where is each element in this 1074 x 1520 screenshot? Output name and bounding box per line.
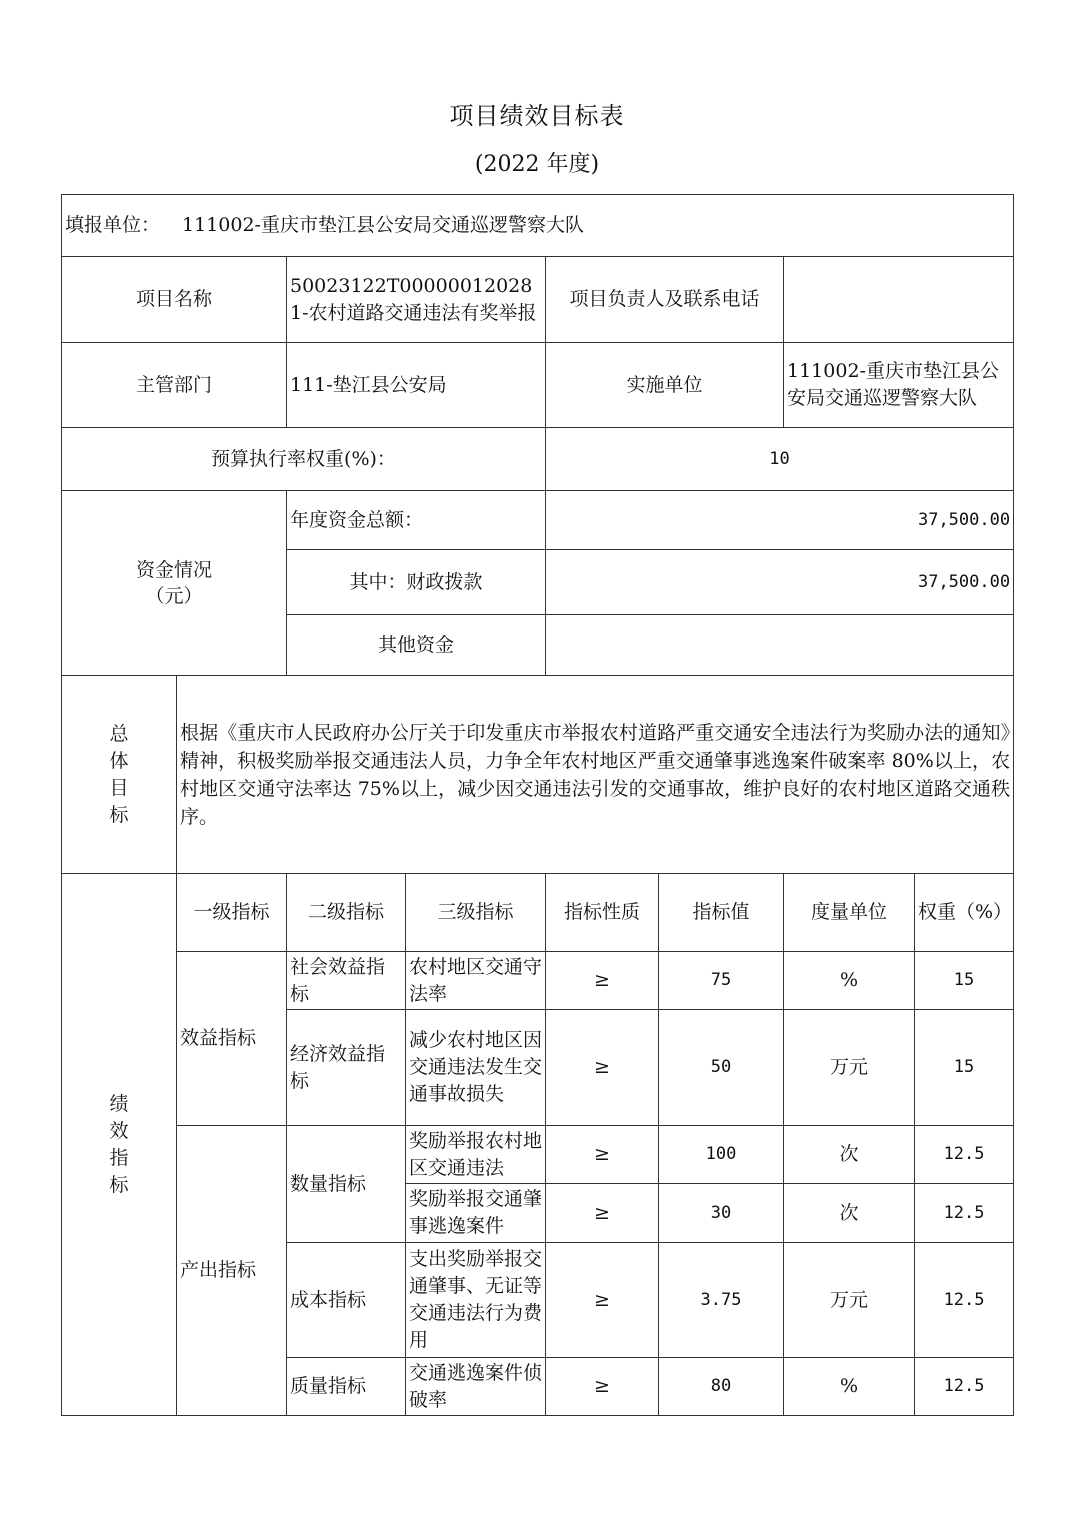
- funds-label-line1: 资金情况: [135, 559, 212, 581]
- budget-value: 10: [546, 428, 1014, 491]
- unit-cell: 次: [784, 1126, 915, 1184]
- indicators-label-char: 绩: [109, 1092, 129, 1115]
- level2-economic: 经济效益指标: [287, 1010, 406, 1126]
- goal-label: [62, 676, 177, 874]
- value-cell: 50: [659, 1010, 784, 1126]
- project-contact-value: [784, 257, 1014, 343]
- project-name-value: 50023122T000000120281-农村道路交通违法有奖举报: [287, 257, 546, 343]
- value-cell: 100: [659, 1126, 784, 1184]
- header-value: 指标值: [659, 874, 784, 952]
- dept-label: 主管部门: [62, 343, 287, 428]
- unit-value: 111002-重庆市垫江县公安局交通巡逻警察大队: [182, 214, 584, 236]
- project-contact-label: 项目负责人及联系电话: [546, 257, 784, 343]
- performance-target-table: [61, 194, 1014, 1416]
- funds-other-label: 其他资金: [287, 615, 546, 676]
- value-cell: 30: [659, 1184, 784, 1243]
- indicator-header-row: [62, 874, 1014, 952]
- level3-cell: 支出奖励举报交通肇事、无证等交通违法行为费用: [406, 1243, 546, 1358]
- header-unit: 度量单位: [784, 874, 915, 952]
- project-row: [62, 257, 1014, 343]
- weight-cell: 12.5: [915, 1358, 1014, 1416]
- funds-total-value: 37,500.00: [546, 491, 1014, 550]
- goal-row: [62, 676, 1014, 874]
- header-level2: 二级指标: [287, 874, 406, 952]
- funds-fiscal-value: 37,500.00: [546, 550, 1014, 615]
- level2-social: 社会效益指标: [287, 952, 406, 1010]
- level1-output: 产出指标: [177, 1126, 287, 1416]
- value-cell: 75: [659, 952, 784, 1010]
- nature-cell: ≥: [546, 1010, 659, 1126]
- budget-row: [62, 428, 1014, 491]
- funds-fiscal-label: 其中：财政拨款: [287, 550, 546, 615]
- unit-cell: %: [784, 1358, 915, 1416]
- page-subtitle: (2022 年度): [474, 152, 600, 177]
- weight-cell: 15: [915, 952, 1014, 1010]
- project-name-label: 项目名称: [62, 257, 287, 343]
- dept-row: [62, 343, 1014, 428]
- dept-value: 111-垫江县公安局: [287, 343, 546, 428]
- funds-other-value: [546, 615, 1014, 676]
- indicators-label-char: 标: [109, 1173, 129, 1196]
- funds-label: [62, 491, 287, 676]
- level1-benefit: 效益指标: [177, 952, 287, 1126]
- unit-cell: %: [784, 952, 915, 1010]
- goal-label-char: 目: [109, 776, 129, 799]
- weight-cell: 12.5: [915, 1126, 1014, 1184]
- impl-unit-label: 实施单位: [546, 343, 784, 428]
- unit-cell: 万元: [784, 1010, 915, 1126]
- unit-cell: 次: [784, 1184, 915, 1243]
- level2-quantity: 数量指标: [287, 1126, 406, 1243]
- level3-cell: 减少农村地区因交通违法发生交通事故损失: [406, 1010, 546, 1126]
- header-weight: 权重（%）: [915, 874, 1014, 952]
- page-title: 项目绩效目标表: [449, 102, 625, 130]
- funds-label-line2: （元）: [145, 585, 203, 607]
- table-row: [62, 1126, 1014, 1184]
- header-nature: 指标性质: [546, 874, 659, 952]
- indicators-label-char: 指: [109, 1146, 129, 1169]
- unit-cell: [62, 195, 1014, 257]
- level2-quality: 质量指标: [287, 1358, 406, 1416]
- weight-cell: 15: [915, 1010, 1014, 1126]
- header-level1: 一级指标: [177, 874, 287, 952]
- indicators-label: [62, 874, 177, 1416]
- funds-total-label: 年度资金总额：: [287, 491, 546, 550]
- table-row: [62, 952, 1014, 1010]
- nature-cell: ≥: [546, 1184, 659, 1243]
- level3-cell: 奖励举报农村地区交通违法: [406, 1126, 546, 1184]
- unit-row: [62, 195, 1014, 257]
- indicators-label-char: 效: [109, 1119, 129, 1142]
- nature-cell: ≥: [546, 1358, 659, 1416]
- level3-cell: 交通逃逸案件侦破率: [406, 1358, 546, 1416]
- goal-text: 根据《重庆市人民政府办公厅关于印发重庆市举报农村道路严重交通安全违法行为奖励办法的通知》精神，积极奖励举报交通违法人员，力争全年农村地区严重交通肇事逃逸案件破案率 80%以上，农村地区交通守法率达 75%以上，减少因交通违法引发的交通事故，维护良好的农村地区道路交通秩序。: [177, 676, 1014, 874]
- unit-label: 填报单位：: [65, 214, 161, 236]
- level3-cell: 农村地区交通守法率: [406, 952, 546, 1010]
- budget-label: 预算执行率权重(%)：: [62, 428, 546, 491]
- impl-unit-value: 111002-重庆市垫江县公安局交通巡逻警察大队: [784, 343, 1014, 428]
- level2-cost: 成本指标: [287, 1243, 406, 1358]
- unit-cell: 万元: [784, 1243, 915, 1358]
- value-cell: 80: [659, 1358, 784, 1416]
- goal-label-char: 总: [109, 722, 129, 745]
- weight-cell: 12.5: [915, 1184, 1014, 1243]
- goal-label-char: 标: [109, 803, 129, 826]
- level3-cell: 奖励举报交通肇事逃逸案件: [406, 1184, 546, 1243]
- value-cell: 3.75: [659, 1243, 784, 1358]
- goal-label-char: 体: [109, 749, 129, 772]
- header-level3: 三级指标: [406, 874, 546, 952]
- nature-cell: ≥: [546, 952, 659, 1010]
- weight-cell: 12.5: [915, 1243, 1014, 1358]
- nature-cell: ≥: [546, 1126, 659, 1184]
- nature-cell: ≥: [546, 1243, 659, 1358]
- funds-total-row: [62, 491, 1014, 550]
